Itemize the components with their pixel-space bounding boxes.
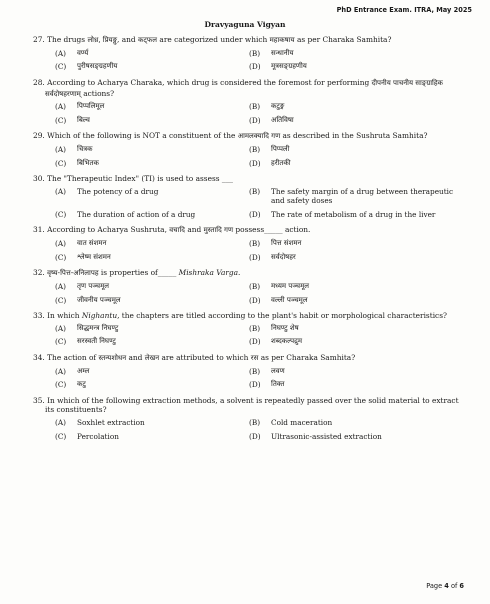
stem-text: as described in the Sushruta Samhita?: [280, 131, 428, 141]
option-text: पिप्पलिमूल: [77, 102, 105, 111]
option-text: श्लेष्म संशमन: [77, 252, 111, 261]
option-a: [33, 102, 249, 112]
stem-text: According to Acharya Sushruta,: [47, 225, 170, 235]
option-text: पिप्पली: [271, 145, 290, 154]
question-29: [33, 131, 465, 168]
option-label: (A): [55, 418, 66, 428]
stem-text: लेखन: [144, 353, 160, 362]
option-text: पित्त संशमन: [271, 239, 302, 248]
option-row: [33, 296, 465, 306]
option-a: [33, 49, 249, 59]
option-a: [33, 187, 249, 206]
option-row: [33, 239, 465, 249]
option-label: (A): [55, 145, 66, 155]
option-text: The rate of metabolism of a drug in the liver: [271, 209, 436, 219]
option-text: कटुङ्ग: [271, 102, 285, 111]
option-a: [33, 282, 249, 292]
option-text: बिभितक: [77, 158, 99, 167]
option-text: The potency of a drug: [77, 186, 159, 196]
option-c: [33, 62, 249, 72]
option-label: (D): [249, 115, 261, 125]
option-label: (B): [249, 282, 261, 292]
option-b: [249, 239, 465, 249]
option-c: [33, 116, 249, 126]
option-text: तृण पञ्चमूल: [77, 282, 110, 291]
option-text: लवण: [271, 366, 285, 375]
option-b: [249, 49, 465, 59]
question-27: [33, 35, 465, 72]
option-label: (A): [55, 366, 66, 376]
option-label: (C): [55, 209, 67, 219]
option-row: [33, 187, 465, 206]
subject-title: Dravyaguna Vigyan: [204, 20, 286, 29]
question-35: [33, 396, 465, 442]
page-footer: [426, 582, 464, 590]
question-stem: [33, 268, 465, 279]
option-label: (D): [249, 62, 261, 72]
option-row: [33, 159, 465, 169]
question-stem: [33, 396, 465, 416]
question-stem: [33, 311, 465, 321]
question-number: 34.: [33, 352, 45, 362]
stem-text: According to Acharya Charaka, which drug is considered the foremost for performing: [47, 77, 372, 87]
option-label: (A): [55, 282, 66, 292]
option-label: (A): [55, 102, 66, 112]
options: [33, 239, 465, 262]
option-d: [249, 159, 465, 169]
option-a: [33, 418, 249, 428]
option-c: [33, 210, 249, 220]
stem-text: as per Charaka Samhita?: [258, 352, 356, 362]
option-c: [33, 159, 249, 169]
option-label: (A): [55, 323, 66, 333]
question-number: 32.: [33, 268, 45, 278]
option-label: (C): [55, 115, 67, 125]
stem-text: रस: [250, 353, 259, 362]
option-label: (C): [55, 380, 67, 390]
option-label: (C): [55, 295, 67, 305]
option-text: सर्वदोषहर: [271, 252, 296, 261]
question-28: [33, 78, 465, 126]
question-32: [33, 268, 465, 305]
stem-text: , and: [117, 35, 138, 44]
option-row: [33, 210, 465, 220]
stem-text: In which: [47, 311, 82, 321]
stem-text: Which of the following is NOT a constituent of the: [47, 131, 238, 141]
stem-text: वृष्य-पित्त-अनिलापह: [47, 269, 99, 278]
option-c: [33, 432, 249, 442]
current-page: 4: [444, 582, 449, 590]
stem-text: and: [184, 225, 204, 235]
option-c: [33, 380, 249, 390]
option-text: तिक्त: [271, 380, 285, 389]
option-c: [33, 337, 249, 347]
options: [33, 324, 465, 347]
option-d: [249, 296, 465, 306]
question-stem: [33, 225, 465, 236]
option-label: (D): [249, 380, 261, 390]
question-stem: [33, 78, 465, 100]
question-stem: [33, 131, 465, 142]
options: [33, 102, 465, 125]
option-label: (B): [249, 186, 261, 196]
option-label: (C): [55, 431, 67, 441]
option-text: सिद्धमन्त्र निघण्टु: [77, 323, 119, 332]
options: [33, 187, 465, 220]
option-text: शब्दकल्पद्रुम: [271, 337, 303, 346]
stem-text: महाकषाय: [269, 36, 295, 44]
question-number: 35.: [33, 395, 45, 405]
option-text: सरस्वती निघण्टु: [77, 337, 116, 346]
option-label: (B): [249, 418, 261, 428]
stem-text: कट्फल: [138, 36, 158, 44]
option-text: Cold maceration: [271, 418, 333, 428]
option-label: (D): [249, 158, 261, 168]
option-row: [33, 62, 465, 72]
option-row: [33, 432, 465, 442]
option-text: The duration of action of a drug: [77, 209, 196, 219]
option-b: [249, 102, 465, 112]
option-label: (D): [249, 337, 261, 347]
option-text: बिल्व: [77, 115, 90, 124]
stem-text: The drugs: [47, 35, 88, 44]
stem-text: is properties of_____: [98, 268, 179, 278]
option-d: [249, 253, 465, 263]
option-a: [33, 324, 249, 334]
stem-text: are categorized under which: [157, 35, 270, 44]
option-label: (C): [55, 62, 67, 72]
option-c: [33, 253, 249, 263]
option-label: (B): [249, 323, 261, 333]
option-label: (B): [249, 239, 261, 249]
stem-text: , the chapters are titled according to the plant's habit or morphological characteristics?: [117, 311, 447, 321]
option-text: कटु: [77, 380, 86, 389]
option-text: सन्धानीय: [271, 48, 294, 57]
footer-prefix: Page: [426, 582, 445, 590]
option-row: [33, 367, 465, 377]
option-label: (A): [55, 48, 66, 58]
option-b: [249, 282, 465, 292]
option-row: [33, 282, 465, 292]
options: [33, 49, 465, 72]
option-text: वात संशमन: [77, 239, 107, 248]
exam-header: PhD Entrance Exam. ITRA, May 2025: [336, 6, 472, 14]
option-b: [249, 145, 465, 155]
option-text: वर्ण्य: [77, 48, 89, 57]
stem-text: The action of: [47, 352, 99, 362]
option-b: [249, 367, 465, 377]
options: [33, 282, 465, 305]
question-number: 29.: [33, 131, 45, 141]
option-d: [249, 432, 465, 442]
option-label: (B): [249, 366, 261, 376]
option-d: [249, 210, 465, 220]
option-d: [249, 380, 465, 390]
stem-text: The "Therapeutic Index" (TI) is used to assess ___: [47, 174, 233, 184]
option-row: [33, 324, 465, 334]
options: [33, 367, 465, 390]
option-label: (A): [55, 239, 66, 249]
options: [33, 418, 465, 441]
option-text: अम्ल: [77, 366, 90, 375]
option-text: Ultrasonic-assisted extraction: [271, 431, 382, 441]
stem-text: आमलक्यादि गण: [237, 132, 281, 141]
question-number: 31.: [33, 225, 45, 235]
option-row: [33, 418, 465, 428]
stem-text: वचादि: [169, 226, 185, 235]
option-b: [249, 187, 465, 206]
options: [33, 145, 465, 168]
question-34: [33, 353, 465, 390]
stem-text: and: [126, 352, 145, 362]
option-text: मूत्रसङ्ग्रहणीय: [271, 62, 307, 71]
option-label: (D): [249, 252, 261, 262]
question-number: 27.: [33, 35, 45, 44]
option-d: [249, 62, 465, 72]
question-30: [33, 174, 465, 219]
option-text: The safety margin of a drug between therapeutic and safety doses: [271, 186, 454, 206]
option-label: (B): [249, 48, 261, 58]
stem-text: स्तन्यशोधन: [98, 353, 127, 362]
option-label: (C): [55, 252, 67, 262]
stem-text: Mishraka Varga: [178, 268, 239, 278]
question-stem: [33, 35, 465, 46]
option-label: (A): [55, 186, 66, 196]
question-stem: [33, 174, 465, 184]
option-d: [249, 116, 465, 126]
option-row: [33, 253, 465, 263]
option-text: हरीतकी: [271, 158, 291, 167]
option-text: निघण्टु शेष: [271, 323, 299, 332]
question-33: [33, 311, 465, 347]
option-text: जीवनीय पञ्चमूल: [77, 295, 121, 304]
option-text: अतिविषा: [271, 115, 294, 124]
option-text: Percolation: [77, 431, 119, 441]
option-label: (D): [249, 431, 261, 441]
option-c: [33, 296, 249, 306]
option-row: [33, 380, 465, 390]
question-number: 28.: [33, 77, 45, 87]
option-label: (D): [249, 295, 261, 305]
stem-text: Nighantu: [81, 311, 118, 321]
stem-text: लोध्र, प्रियङ्गु: [87, 36, 118, 44]
option-a: [33, 145, 249, 155]
option-label: (C): [55, 337, 67, 347]
option-row: [33, 145, 465, 155]
question-stem: [33, 353, 465, 364]
option-row: [33, 116, 465, 126]
option-a: [33, 239, 249, 249]
option-label: (B): [249, 145, 261, 155]
option-text: मध्यम पञ्चमूल: [271, 282, 310, 291]
option-text: पुरीषसङ्ग्रहणीय: [77, 62, 118, 71]
stem-text: दीपनीय पाचनीय साङ्ग्राहिक सर्वदोषहरणाम्: [45, 78, 443, 98]
stem-text: actions?: [80, 88, 115, 98]
option-row: [33, 337, 465, 347]
option-text: चित्रक: [77, 145, 93, 154]
option-text: Soxhlet extraction: [77, 418, 145, 428]
stem-text: are attributed to which: [159, 352, 251, 362]
option-label: (D): [249, 209, 261, 219]
option-label: (C): [55, 158, 67, 168]
footer-middle: of: [448, 582, 460, 590]
option-b: [249, 324, 465, 334]
question-number: 30.: [33, 174, 45, 184]
option-a: [33, 367, 249, 377]
question-31: [33, 225, 465, 262]
question-number: 33.: [33, 311, 45, 321]
option-row: [33, 102, 465, 112]
stem-text: In which of the following extraction methods, a solvent is repeatedly passed over the solid material to extract its constituents?: [45, 395, 459, 415]
question-list: [33, 35, 465, 447]
stem-text: possess_____ action.: [233, 225, 311, 235]
stem-text: मुस्तादि गण: [203, 226, 234, 235]
option-label: (B): [249, 102, 261, 112]
stem-text: .: [238, 268, 241, 278]
option-row: [33, 49, 465, 59]
option-text: वल्ली पञ्चमूल: [271, 295, 308, 304]
option-d: [249, 337, 465, 347]
option-b: [249, 418, 465, 428]
stem-text: as per Charaka Samhita?: [294, 35, 392, 44]
total-pages: 6: [459, 582, 464, 590]
